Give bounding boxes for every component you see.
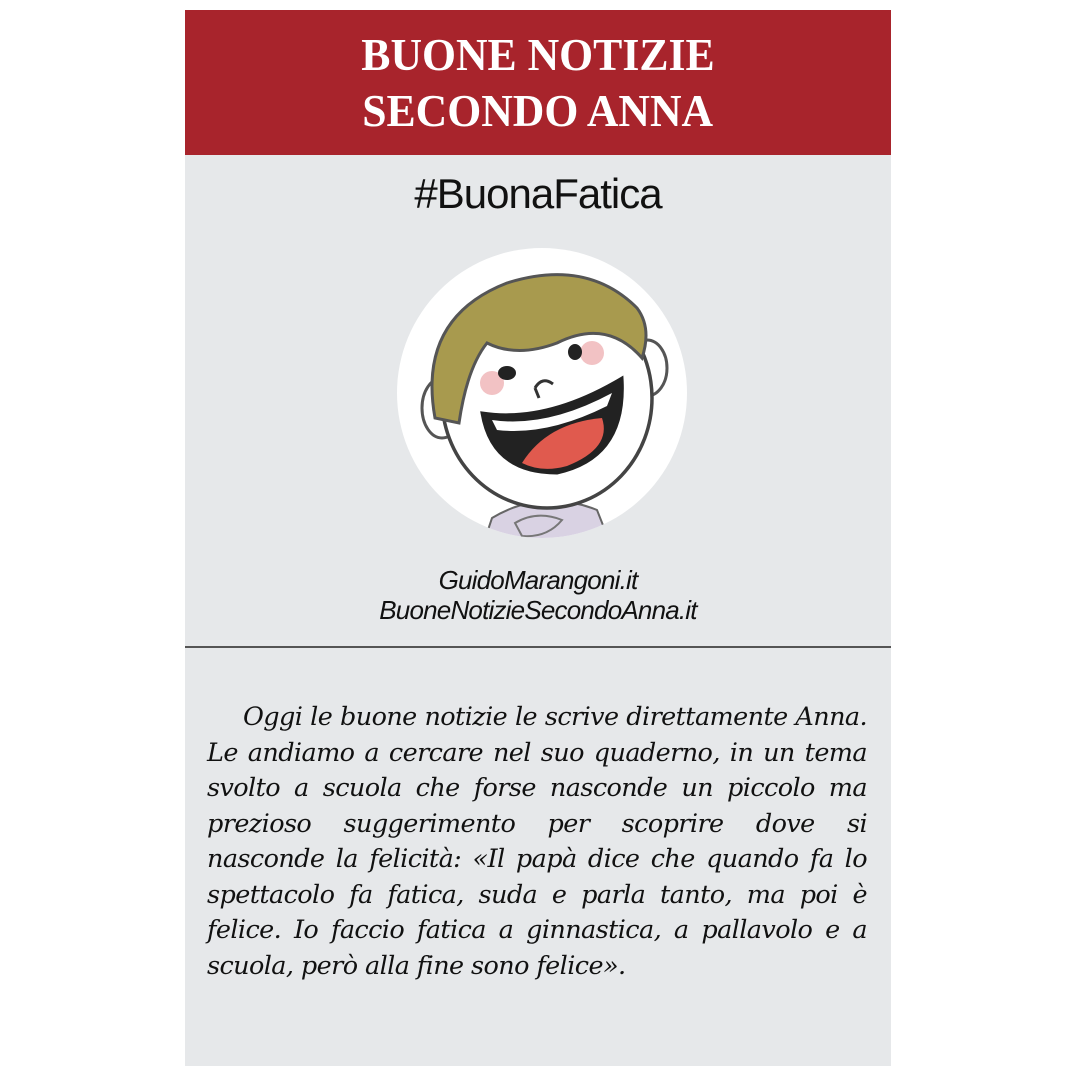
divider [185,646,891,648]
link-buonenotizie[interactable]: BuoneNotizieSecondoAnna.it [379,595,697,625]
banner-title-line2: SECONDO ANNA [362,84,714,136]
hashtag-heading: #BuonaFatica [414,170,662,217]
website-links [185,565,891,625]
news-card [185,10,891,1066]
smiling-child-icon [397,248,687,538]
link-guidomarangoni[interactable]: GuidoMarangoni.it [438,565,638,595]
column-banner [185,10,891,155]
avatar [397,248,687,538]
article-text: Oggi le buone notizie le scrive direttamente Anna. Le andiamo a cercare nel suo quaderno, in un tema svolto a scuola che forse nasconde un piccolo ma prezioso suggerimento per scoprire dove si nasconde la felicità: «Il papà dice che quando fa lo spettacolo fa fatica, suda e parla tanto, ma poi è felice. Io faccio fatica a ginnastica, a pallavolo e a scuola, però alla fine sono felice». [207,702,867,981]
banner-title-line1: BUONE NOTIZIE [361,28,715,80]
